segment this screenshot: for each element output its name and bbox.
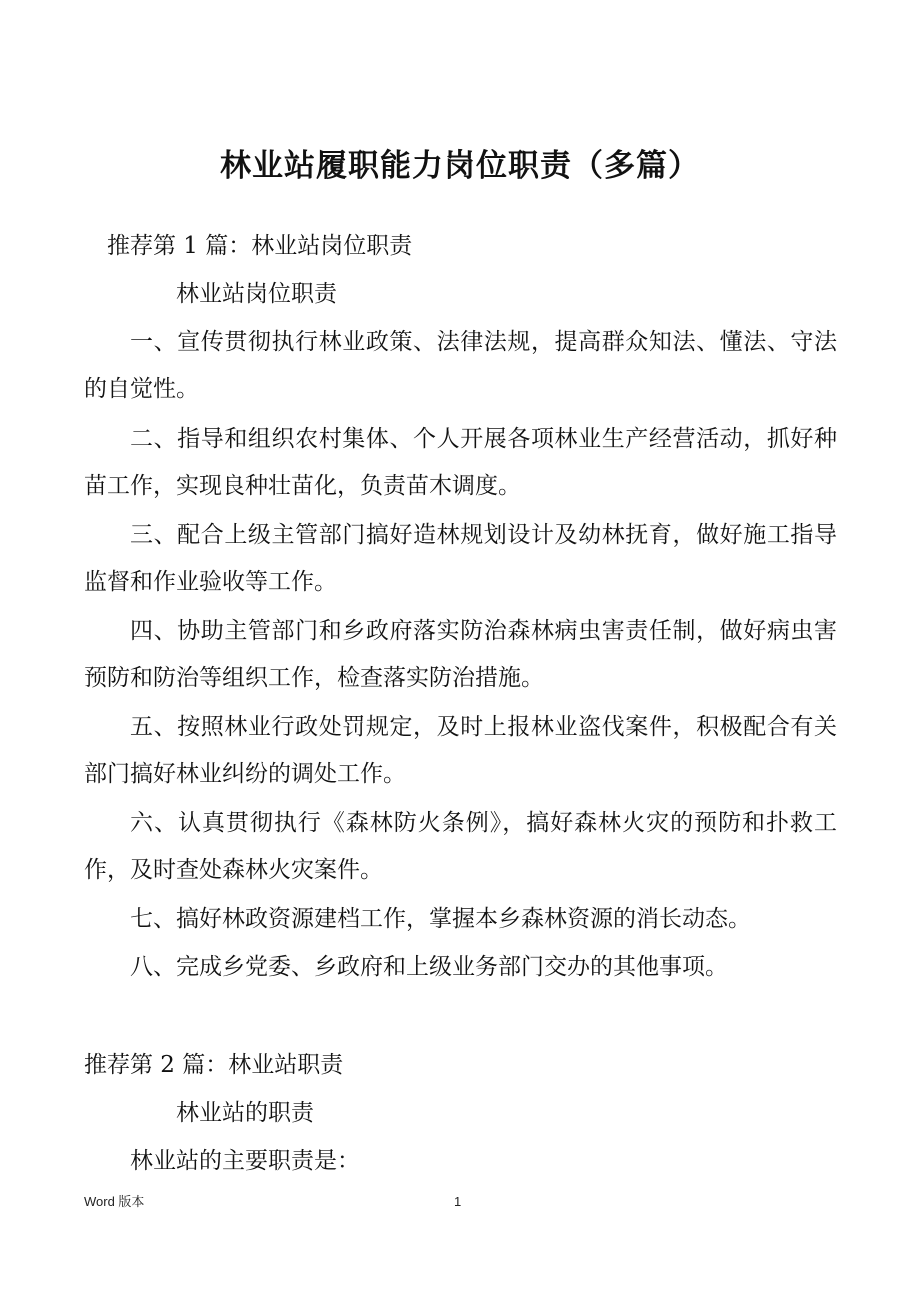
footer-page-number: 1 (454, 1194, 462, 1209)
section1-item-1: 一、宣传贯彻执行林业政策、法律法规，提高群众知法、懂法、守法的自觉性。 (84, 329, 837, 402)
footer-label: Word 版本 (84, 1194, 145, 1209)
section1-item-3: 三、配合上级主管部门搞好造林规划设计及幼林抚育，做好施工指导监督和作业验收等工作。 (84, 522, 837, 595)
section1-item-2: 二、指导和组织农村集体、个人开展各项林业生产经营活动，抓好种苗工作，实现良种壮苗化，负责苗木调度。 (84, 426, 837, 499)
section1-item-7: 七、搞好林政资源建档工作，掌握本乡森林资源的消长动态。 (130, 906, 751, 932)
section1-item-5: 五、按照林业行政处罚规定，及时上报林业盗伐案件，积极配合有关部门搞好林业纠纷的调处工作。 (84, 714, 837, 787)
section1-item-6: 六、认真贯彻执行《森林防火条例》，搞好森林火灾的预防和扑救工作，及时查处森林火灾案件。 (84, 810, 837, 883)
section2-subheading: 林业站的职责 (176, 1100, 314, 1126)
section1-heading: 推荐第 1 篇：林业站岗位职责 (107, 233, 413, 259)
section1-item-8: 八、完成乡党委、乡政府和上级业务部门交办的其他事项。 (130, 954, 728, 980)
section1-item-4: 四、协助主管部门和乡政府落实防治森林病虫害责任制，做好病虫害预防和防治等组织工作，检查落实防治措施。 (84, 618, 837, 691)
section1-subheading: 林业站岗位职责 (176, 281, 337, 307)
section2-heading: 推荐第 2 篇：林业站职责 (84, 1052, 344, 1078)
section2-intro: 林业站的主要职责是： (130, 1148, 360, 1174)
document-title: 林业站履职能力岗位职责（多篇） (220, 148, 700, 184)
